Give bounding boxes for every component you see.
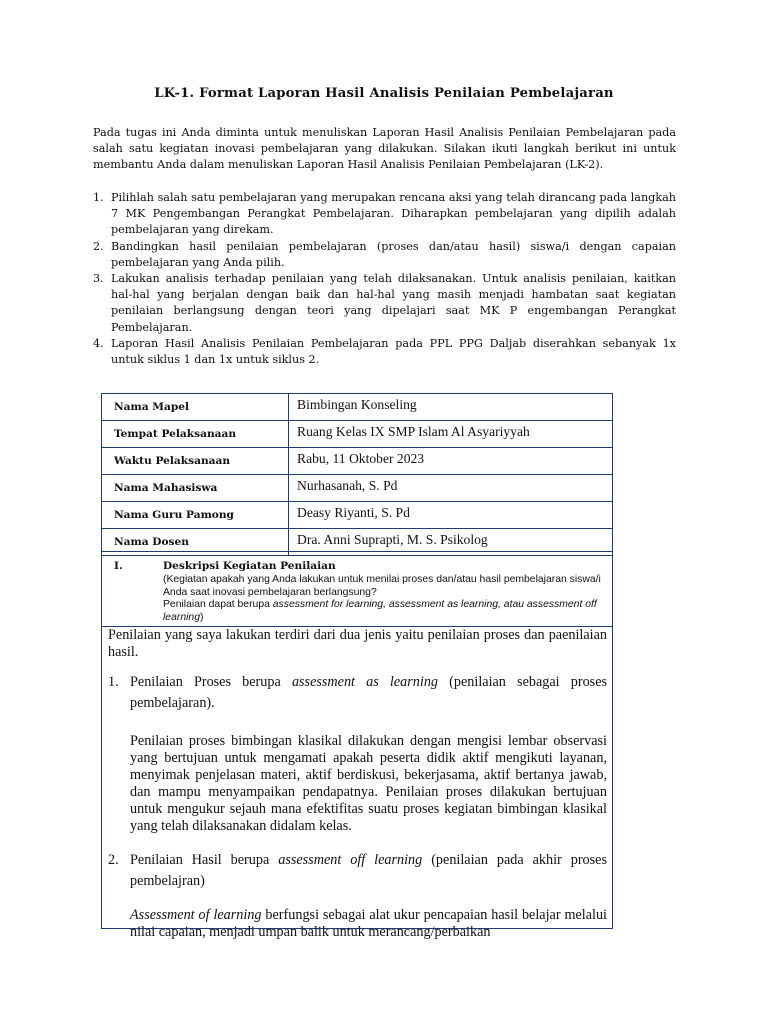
item-paragraph: berfungsi sebagai alat ukur pencapaian hasil belajar melalui nilai capaian, menjadi umpan balik untuk merancang/perbaikan <box>130 907 607 940</box>
intro-paragraph: Pada tugas ini Anda diminta untuk menuliskan Laporan Hasil Analisis Penilaian Pembelajaran pada salah satu kegiatan inovasi pembelajaran yang dilakukan. Silakan ikuti langkah berikut ini untuk membantu Anda dalam menuliskan Laporan Hasil Analisis Penilaian Pembelajaran (LK-2). <box>93 126 676 172</box>
list-item <box>93 271 676 336</box>
list-item-number: 1. <box>93 191 104 204</box>
item-italic: assessment as learning <box>291 674 439 690</box>
list-item-number: 4. <box>93 336 104 350</box>
table-row <box>102 421 613 448</box>
list-item <box>108 672 607 835</box>
info-label: Tempat Pelaksanaan <box>102 421 289 448</box>
info-value: Ruang Kelas IX SMP Islam Al Asyariyyah <box>289 421 613 448</box>
table-row <box>102 502 613 529</box>
info-value: Nurhasanah, S. Pd <box>289 475 613 502</box>
item-italic: assessment off learning <box>278 852 423 868</box>
section-header <box>101 551 613 627</box>
section-note-prefix: Penilaian dapat berupa <box>163 599 273 611</box>
list-item <box>93 190 676 239</box>
item-text: Penilaian Hasil berupa <box>130 852 279 868</box>
section-content <box>101 625 613 940</box>
list-item-number: 2. <box>108 852 119 868</box>
list-item-number: 2. <box>93 239 104 253</box>
list-item <box>108 850 607 941</box>
section-number: I. <box>114 560 123 572</box>
item-text: Penilaian Proses berupa <box>130 674 292 690</box>
info-label: Nama Guru Pamong <box>102 502 289 529</box>
list-item-text: Bandingkan hasil penilaian pembelajaran (proses dan/atau hasil) siswa/i dengan capaian pembelajaran yang Anda pilih. <box>111 239 676 269</box>
section-note-line-1: (Kegiatan apakah yang Anda lakukan untuk menilai proses dan/atau hasil pembelajaran siswa/i Anda saat inovasi pembelajaran berlangsung? <box>163 574 601 598</box>
instruction-steps <box>93 190 676 368</box>
section-note-italic: assessment for learning, assessment as learning, atau assessment off learning <box>163 599 597 623</box>
info-value: Deasy Riyanti, S. Pd <box>289 502 613 529</box>
item-italic: Assessment of learning <box>130 907 262 923</box>
list-item <box>93 336 676 368</box>
list-item-text: Lakukan analisis terhadap penilaian yang telah dilaksanakan. Untuk analisis penilaian, kaitkan hal-hal yang berjalan dengan baik dan hal-hal yang masih menjadi hambatan saat kegiatan penilaian berlangsung dengan teori yang dipelajari saat MK P engembangan Perangkat Pembelajaran. <box>111 272 676 334</box>
info-table <box>101 393 613 556</box>
page-title: LK-1. Format Laporan Hasil Analisis Penilaian Pembelajaran <box>154 86 614 101</box>
item-text: (penilaian sebagai proses pembelajaran). <box>130 674 608 711</box>
table-row <box>102 475 613 502</box>
list-item-text: Pilihlah salah satu pembelajaran yang merupakan rencana aksi yang telah dirancang pada langkah 7 MK Pengembangan Perangkat Pembelajaran. Diharapkan pembelajaran yang dipilih adalah pembelajaran yang direkam. <box>111 191 676 237</box>
info-value: Bimbingan Konseling <box>289 394 613 421</box>
list-item <box>93 239 676 271</box>
item-text: (penilaian pada akhir proses pembelajran) <box>130 852 607 889</box>
section-note-suffix: ) <box>199 611 204 623</box>
section-title: Deskripsi Kegiatan Penilaian <box>163 560 336 572</box>
info-label: Waktu Pelaksanaan <box>102 448 289 475</box>
info-label: Nama Mapel <box>102 394 289 421</box>
table-row <box>102 448 613 475</box>
table-row <box>102 394 613 421</box>
info-label: Nama Dosen <box>102 529 289 556</box>
info-label: Nama Mahasiswa <box>102 475 289 502</box>
list-item-number: 3. <box>93 272 104 286</box>
section-note <box>163 574 603 624</box>
list-item-text: Laporan Hasil Analisis Penilaian Pembelajaran pada PPL PPG Daljab diserahkan sebanyak 1x untuk siklus 1 dan 1x untuk siklus 2. <box>111 336 676 367</box>
info-value: Dra. Anni Suprapti, M. S. Psikolog <box>289 529 613 556</box>
content-intro: Penilaian yang saya lakukan terdiri dari dua jenis yaitu penilaian proses dan paenilaian hasil. <box>108 627 607 660</box>
item-paragraph: Penilaian proses bimbingan klasikal dilakukan dengan mengisi lembar observasi yang bertujuan untuk mengamati apakah peserta didik aktif mengikuti layanan, menyimak penjelasan materi, aktif berdiskusi, bekerjasama, aktif bertanya jawab, dan mampu menyampaikan pendapatnya. Penilaian proses dilakukan bertujuan untuk mengukur sejauh mana efektifitas suatu proses kegiatan bimbingan klasikal yang telah dilaksanakan didalam kelas. <box>130 733 607 834</box>
list-item-number: 1. <box>108 674 119 690</box>
info-value: Rabu, 11 Oktober 2023 <box>289 448 613 475</box>
